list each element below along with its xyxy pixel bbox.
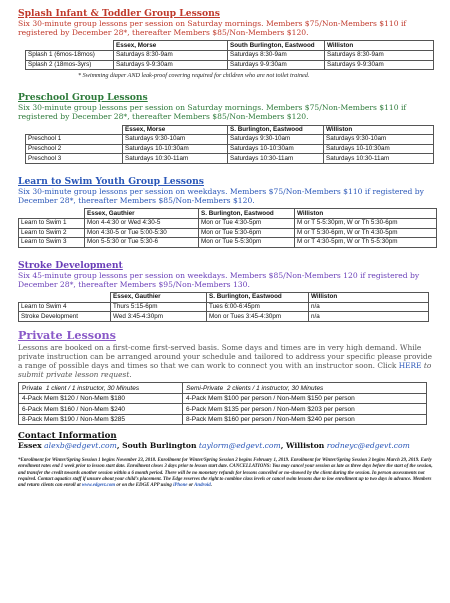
header-essex: Essex, Morse <box>123 125 228 135</box>
stroke-table <box>18 292 429 322</box>
learn-table <box>18 208 437 247</box>
private-header: Private 1 client / 1 instructor, 30 Minutes <box>19 383 183 394</box>
submit-text: to submit private lesson request. <box>18 361 432 380</box>
table-cell: n/a <box>309 312 429 322</box>
table-header-row <box>26 41 434 51</box>
learn-desc: Six 30-minute group lessons per session on weekdays. Members $75/Non-Members $110 if registered by December 28*, thereafter Members $85/Non-Members $120. <box>18 186 424 206</box>
table-row <box>26 60 434 70</box>
private-pricing-table <box>18 382 427 425</box>
table-cell: Saturdays 10:30-11am <box>324 154 434 164</box>
row-label: Learn to Swim 3 <box>19 238 85 248</box>
row-label: Preschool 2 <box>26 144 123 154</box>
table-row <box>26 51 434 61</box>
sb-email-link[interactable]: taylorm@edgevt.com <box>198 441 281 451</box>
header-essex: Essex, Gauthier <box>85 209 199 219</box>
table-row <box>19 414 427 425</box>
row-label: Preschool 3 <box>26 154 123 164</box>
table-cell: 8-Pack Mem $190 / Non-Mem $285 <box>19 414 183 425</box>
private-title: Private Lessons <box>18 327 116 342</box>
table-cell: Mon or Tues 3:45-4:30pm <box>207 312 309 322</box>
table-cell: Saturdays 10-10:30am <box>324 144 434 154</box>
table-cell: Mon 4:30-5 or Tue 5:00-5:30 <box>85 228 199 238</box>
header-williston: Williston <box>325 41 434 51</box>
preschool-table <box>25 125 434 164</box>
fine-mid: or on the EDGE APP using <box>116 482 172 488</box>
table-cell: Saturdays 8:30-9am <box>228 51 325 61</box>
table-cell: Saturdays 8:30-9am <box>114 51 228 61</box>
website-link[interactable]: www.edgevt.com <box>81 482 116 488</box>
table-cell: Saturdays 10:30-11am <box>123 154 228 164</box>
row-label: Preschool 1 <box>26 135 123 145</box>
table-cell: Saturdays 9-9:30am <box>228 60 325 70</box>
table-cell: Tues 6:00-6:45pm <box>207 302 309 312</box>
table-row <box>26 135 434 145</box>
contact-title: Contact Information <box>18 431 117 442</box>
contact-line: Essex alexb@edgevt.com, South Burlington taylorm@edgevt.com, Williston rodneyc@edgevt.com <box>18 441 410 451</box>
table-cell: Saturdays 9:30-10am <box>324 135 434 145</box>
table-cell: Saturdays 9:30-10am <box>228 135 324 145</box>
table-cell: M or T 5-5:30pm, W or Th 5:30-6pm <box>295 218 437 228</box>
table-cell: 6-Pack Mem $135 per person / Non-Mem $203 per person <box>183 404 427 415</box>
click-text: Click <box>377 361 397 371</box>
table-cell: Saturdays 10:30-11am <box>228 154 324 164</box>
preschool-section <box>18 92 438 121</box>
table-cell: Wed 3:45-4:30pm <box>111 312 207 322</box>
stroke-section <box>18 260 438 289</box>
row-label: Learn to Swim 4 <box>19 302 111 312</box>
row-label: Learn to Swim 1 <box>19 218 85 228</box>
splash-note: * Swimming diaper AND leak-proof covering required for children who are not toilet trained. <box>78 72 310 80</box>
preschool-title: Preschool Group Lessons <box>18 92 148 104</box>
preschool-desc: Six 30-minute group lessons per session on Saturday mornings. Members $75/Non-Members $110 if registered by December 28*, thereafter Members $85/Non-Members $120. <box>18 103 407 122</box>
table-cell: Saturdays 10-10:30am <box>123 144 228 154</box>
sb-label: South Burlington <box>122 441 197 451</box>
table-header-row <box>19 293 429 303</box>
header-williston: Williston <box>309 293 429 303</box>
table-row <box>19 393 427 404</box>
row-label: Learn to Swim 2 <box>19 228 85 238</box>
private-request-link[interactable]: HERE <box>398 361 422 371</box>
header-essex: Essex, Gauthier <box>111 293 207 303</box>
splash-section <box>18 8 438 37</box>
header-sburlington: South Burlington, Eastwood <box>228 41 325 51</box>
learn-section <box>18 176 438 205</box>
pricing-header-row <box>19 383 427 394</box>
stroke-desc: Six 45-minute group lessons per session on weekdays. Members $85/Non-Members 120 if registered by December 28*, thereafter Members $95/Non-Members 130. <box>18 270 420 289</box>
williston-label: Williston <box>286 441 325 451</box>
table-row <box>19 218 437 228</box>
header-williston: Williston <box>324 125 434 135</box>
table-row <box>19 404 427 415</box>
table-cell: Saturdays 10-10:30am <box>228 144 324 154</box>
table-cell: Mon 5-5:30 or Tue 5:30-6 <box>85 238 199 248</box>
splash-title: Splash Infant & Toddler Group Lessons <box>18 8 220 19</box>
table-cell: Mon or Tue 5:30-6pm <box>199 228 295 238</box>
table-cell: Saturdays 8:30-9am <box>325 51 434 61</box>
enrollment-fine-print: *Enrollment for Winter/Spring Session 1 begins November 23, 2018. Enrollment for Winter/Spring Session 2 begins February 1, 2019. Enrollment for Winter/Spring Session 3 begins March 29, 2019. Early enrollment rates end 1 week prior to lesson start date. Enrollment closes 3 days prior to lesson start date. CANCELLATIONS: You may cancel your session as late as three days before the start of the session, and transfer the credit towards another session within a 6 month period. There will be no monetary refunds for lessons cancelled or no-showed by the client during the session. In person assessments not required. Contact aquatics staff if unsure about your child's placement. The Edge reserves the right to combine class levels or cancel swim lessons due to low enrollment up to two days in advance. Members and return clients can enroll at www.edgevt.com or on the EDGE APP using iPhone or Android. <box>18 458 433 488</box>
table-row <box>26 144 434 154</box>
table-cell: 6-Pack Mem $160 / Non-Mem $240 <box>19 404 183 415</box>
table-cell: Thurs 5:15-6pm <box>111 302 207 312</box>
learn-title: Learn to Swim Youth Group Lessons <box>18 175 204 187</box>
semi-private-header: Semi-Private 2 clients / 1 instructor, 30 Minutes <box>183 383 427 394</box>
fine-text: *Enrollment for Winter/Spring Session 1 begins November 23, 2018. Enrollment for Winter/Spring Session 2 begins February 1, 2019. Enrollment for Winter/Spring Session 3 begins March 29, 2019. Early enrollment rates end 1 week prior to lesson start date. Enrollment closes 3 days prior to lesson start date. CANCELLATIONS: You may cancel your session as late as three days before the start of the session, and transfer the credit towards another session within a 6 month period. There will be no monetary refunds for lessons cancelled or no-showed by the client during the session. In person assessments not required. Contact aquatics staff if unsure about your child's placement. The Edge reserves the right to combine class levels or cancel swim lessons due to low enrollment up to two days in advance. Members and return clients can enroll at <box>18 458 433 488</box>
table-cell: 8-Pack Mem $160 per person / Non-Mem $240 per person <box>183 414 427 425</box>
table-row <box>19 228 437 238</box>
table-cell: Saturdays 9-9:30am <box>114 60 228 70</box>
table-row <box>19 302 429 312</box>
table-header-row <box>26 125 434 135</box>
header-sburlington: S. Burlington, Eastwood <box>228 125 324 135</box>
row-label: Splash 2 (18mos-3yrs) <box>26 60 114 70</box>
table-row <box>26 154 434 164</box>
essex-label: Essex <box>18 441 42 451</box>
header-sburlington: S. Burlington, Eastwood <box>199 209 295 219</box>
table-cell: Saturdays 9:30-10am <box>123 135 228 145</box>
williston-email-link[interactable]: rodneyc@edgevt.com <box>326 441 410 451</box>
splash-desc: Six 30-minute group lessons per session on Saturday mornings. Members $75/Non-Members $110 if registered by December 28*, thereafter Members $85/Non-Members $120. <box>18 19 407 38</box>
private-desc <box>18 343 438 379</box>
table-cell: n/a <box>309 302 429 312</box>
header-williston: Williston <box>295 209 437 219</box>
table-cell: M or T 4:30-5pm, W or Th 5-5:30pm <box>295 238 437 248</box>
iphone-link[interactable]: iPhone <box>173 482 188 488</box>
private-desc-text: Lessons are booked on a first-come first-served basis. Some days and times are in very high demand. While private instruction can be arranged around your schedule and tailored to address your specific please provide a range of possible days and times so that we can work to connect you with an instructor soon. <box>18 342 433 371</box>
stroke-title: Stroke Development <box>18 259 123 271</box>
table-cell: Mon or Tue 5-5:30pm <box>199 238 295 248</box>
row-label: Stroke Development <box>19 312 111 322</box>
android-link[interactable]: Android <box>194 482 211 488</box>
table-cell: Mon or Tue 4:30-5pm <box>199 218 295 228</box>
table-header-row <box>19 209 437 219</box>
header-sburlington: S. Burlington, Eastwood <box>207 293 309 303</box>
header-essex: Essex, Morse <box>114 41 228 51</box>
table-cell: Saturdays 9-9:30am <box>325 60 434 70</box>
table-cell: Mon 4-4:30 or Wed 4:30-5 <box>85 218 199 228</box>
row-label: Splash 1 (6mos-18mos) <box>26 51 114 61</box>
table-cell: M or T 5:30-6pm, W or Th 4:30-5pm <box>295 228 437 238</box>
table-cell: 4-Pack Mem $120 / Non-Mem $180 <box>19 393 183 404</box>
table-cell: 4-Pack Mem $100 per person / Non-Mem $150 per person <box>183 393 427 404</box>
splash-table <box>25 40 434 70</box>
fine-or: or <box>188 482 194 488</box>
essex-email-link[interactable]: alexb@edgevt.com <box>44 441 117 451</box>
table-row <box>19 312 429 322</box>
table-row <box>19 238 437 248</box>
